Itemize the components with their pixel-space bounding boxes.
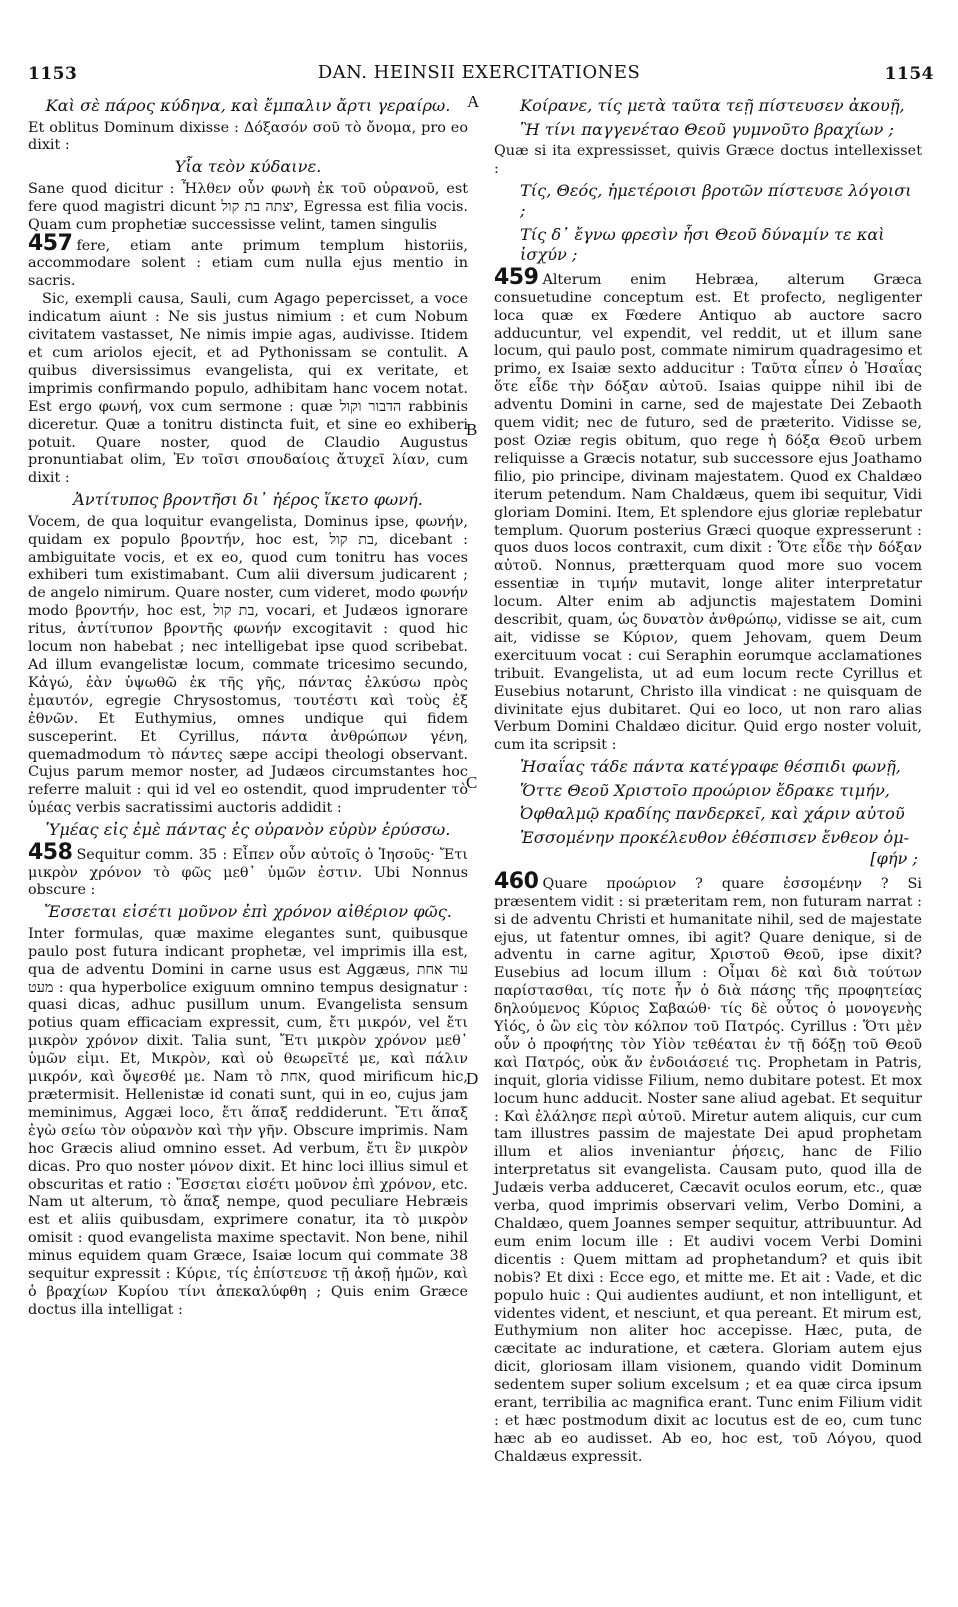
verse-line: Υἷα τεὸν κύδαινε.: [174, 157, 322, 177]
paragraph: Sic, exempli causa, Sauli, cum Agago pepercisset, a voce indicatum aiunt : Ne sis justus nimium : et cum Nobum civitatem vastasset, Ne nimis impie agas, audivisse. Itidem et cum ariolos ejecit, et ad Pythonissam se contulit. A quibus diversissimus evangelista, qui ex veritate, et imprimis confirmando populo, adhibitam hanc vocem notat. Est ergo φωνή, vox cum sermone : quæ הדבור וקול rabbinis diceretur. Quæ a tonitru distincta fuit, et sine eo exhiberi potuit. Quare noster, quod de Claudio Augustus pronuntiabat olim, Ἐν τοῖσι σπουδαίοις ἄτυχεῖ λίαν, cum dixit :: [28, 291, 468, 487]
running-title: DAN. HEINSII EXERCITATIONES: [317, 62, 641, 83]
verse-line: Ἐσσομένην προκέλευθον ἐθέσπισεν ἔνθεον ὀμ-: [520, 827, 910, 847]
paragraph: Inter formulas, quæ maxime elegantes sunt, quibusque paulo post futura indicant prophetæ, vel imprimis illa est, qua de adventu Domini in carne usus est Aggæus, עוד אחת מעט : qua hyperbolice exiguum omnino tempus designatur : quasi dicas, adhuc pusillum unum. Evangelista sensum potius quam efficaciam expressit, cum, ἔτι μικρόν, vel ἔτι μικρὸν χρόνον dixit. Talia sunt, Ἔτι μικρὸν χρόνον μεθ᾽ ὑμῶν εἰμι. Et, Μικρὸν, καὶ οὐ θεωρεῖτέ με, καὶ πάλιν μικρόν, καὶ ὄψεσθέ με. Nam τὸ אחת, quod mirificum hic, prætermisit. Hellenistæ id conati sunt, qui in eo, cujus jam meminimus, Aggæi loco, ἔτι ἅπαξ reddiderunt. Ἔτι ἅπαξ ἐγὼ σείω τὸν οὐρανὸν καὶ τὴν γῆν. Obscure imprimis. Nam hoc Græcis aliud omnino esset. Ad verbum, ἔτι ἓν μικρὸν dicas. Pro quo noster μόνον dixit. Et hinc loci illius simul et obscuritas et ratio : Ἔσσεται εἰσέτι μοῦνον ἐπὶ χρόνον, etc. Nam ut alterum, τὸ ἅπαξ nempe, quod peculiare Hebræis est et aliis quibusdam, exprimere conatur, ita τὸ μικρὸν omisit : quod evangelista maxime spectavit. Non bene, nihil minus equidem quam Græce, Isaiæ locum qui commate 38 sequitur expressit : Κύριε, τίς ἐπίστευσε τῇ ἀκοῇ ἡμῶν, καὶ ὁ βραχίων Κυρίου τίνι ἀπεκαλύφθη ; Quis enim Græce doctus illa intelligat :: [28, 925, 468, 1318]
page-header: [0, 0, 958, 100]
numbered-paragraph: [494, 264, 922, 755]
numbered-paragraph: [28, 839, 468, 901]
left-column: [28, 94, 468, 1320]
paragraph: Sane quod dicitur : Ἦλθεν οὖν φωνὴ ἐκ τοῦ οὐρανοῦ, est fere quod magistri dicunt יצתה בת קול, Egressa est filia vocis. Quam cum prophetiæ successisse velint, tamen singulis: [28, 180, 469, 233]
verse-line: Ἔσσεται εἰσέτι μοῦνον ἐπὶ χρόνον αἰθέριον φῶς.: [44, 902, 452, 922]
page-number-right: 1154: [884, 64, 934, 84]
numbered-paragraph: [494, 868, 922, 1467]
page-number-left: 1153: [28, 64, 78, 84]
verse-line: Ὑμέας εἰς ἐμὲ πάντας ἐς οὐρανὸν εὐρὺν ἐρύσσω.: [45, 820, 451, 840]
verse-line: Ἀντίτυπος βροντῆσι δι᾽ ἠέρος ἵκετο φωνή.: [73, 490, 423, 510]
verse-line: Ὀφθαλμῷ κραδίης πανδερκεῖ, καὶ χάριν αὐτοῦ: [520, 804, 905, 824]
verse-line: Τίς, Θεός, ἡμετέροισι βροτῶν πίστευσε λόγοισι ;: [520, 180, 912, 221]
paragraph: Quæ si ita expressisset, quivis Græce doctus intellexisset :: [494, 143, 922, 177]
margin-letter-b: B: [466, 420, 478, 439]
section-number: 457: [28, 230, 73, 256]
paragraph-text: Quare προώριον ? quare ἐσσομένην ? Si præsentem vidit : si præteritam rem, non futuram narrat : si de adventu Christi et humanitate nihil, sed de majestate ejus, ut fatentur omnes, ibi agit? Quare denique, si de adventu in carne agitur, Χριστοῦ Θεοῦ, ipse dixit? Eusebius ad locum illum : Οἶμαι δὲ καὶ διὰ τούτων παρίστασθαι, τίς ποτε ἦν ὁ διὰ πάσης τῆς προφητείας δηλούμενος Κύριος Σαβαώθ· τίς δὲ οὗτος ὁ μονογενὴς Υἱός, ὁ ὢν εἰς τὸν κόλπον τοῦ Πατρός. Cyrillus : Ὅτι μὲν οὖν ὁ προφήτης τὸν Υἱὸν τεθέαται ἐν τῇ δόξῃ τοῦ Θεοῦ καὶ Πατρός, οὐκ ἄν ἐνδοιάσειέ τις. Prophetam in Patris, inquit, gloria vidisse Filium, nemo dubitare potest. Et mox locum hunc adducit. Noster sane aliud agebat. Et sequitur : Καὶ ἐλάλησε περὶ αὐτοῦ. Miretur autem aliquis, cur cum tam illustres passim de majestate Dei apud prophetam illum et alios inveniantur ῥήσεις, hanc de Filio interpretatus sit evangelista. Causam puto, quod illa de Judæis verba adduceret, Cæcavit oculos eorum, etc., quæ verba, quod imprimis observari velim, Verbo Domini, a Chaldæo, quem Joannes semper sequitur, attribuuntur. Ad eum enim locum ille : Et audivi vocem Verbi Domini dicentis : Quem mittam ad prophetandum? et quis ibit nobis? Et dixi : Ecce ego, et mitte me. Et ait : Vade, et dic populo huic : Qui audientes audiunt, et non intelligunt, et videntes vident, et nesciunt, et qua pereant. Et mirum est, Euthymium non aliter hoc accepisse. Hæc, puta, de cæcitate ac induratione, et cætera. Gloriam autem ejus dicit, gloriosam illam visionem, quando vidit Dominum sedentem super solium excelsum ; et ea quæ circa ipsum erant, terribilia ac magnifica erant. Tunc enim Filium vidit : et hæc postmodum dixit ac locutus est de eo, cum tunc hæc ab eo audisset. Ab eo, hoc est, τοῦ Λόγου, quod Chaldæus expressit.: [494, 875, 922, 1465]
paragraph: Vocem, de qua loquitur evangelista, Dominus ipse, φωνήν, quidam ex populo βροντήν, hoc est, בת קול, dicebant : ambiguitate vocis, et ex eo, quod cum tonitru has voces exhiberi tum existimabant. Cum alii diversum judicarent ; de angelo nimirum. Quare noster, cum videret, modo φωνήν modo βροντήν, hoc est, בת קול, vocari, et Judæos ignorare ritus, ἀντίτυπον βροντῆς φωνήν excogitavit : quod hic locum non habebat ; nec intelligebat ipse quod scribebat. Ad illum evangelistæ locum, commate tricesimo secundo, Κἀγώ, ἐὰν ὑψωθῶ ἐκ τῆς γῆς, πάντας ἑλκύσω πρὸς ἐμαυτόν, egregie Chrysostomus, τουτέστι καὶ τοὺς ἐξ ἐθνῶν. Et Euthymius, omnes undique qui fidem susceperint. Et Cyrillus, πάντα ἀνθρώπων γένη, quemadmodum τὸ πάντες sæpe accipi theologi observant. Cujus parum memor noster, ad Judæos circumstantes hoc referre maluit : qui id vel eo ostendit, quod imprudenter τὸ ὑμέας verbis sacratissimi auctoris addidit :: [28, 513, 468, 817]
verse-line: Ὅττε Θεοῦ Χριστοῖο προώριον ἔδρακε τιμήν,: [520, 780, 890, 800]
verse-line: Ἠσαΐας τάδε πάντα κατέγραφε θέσπιδι φωνῇ,: [520, 757, 901, 777]
paragraph-text: Alterum enim Hebræa, alterum Græca consuetudine conceptum est. Et profecto, negligenter loca quæ ex Fœdere Antiquo ab auctore sacro adducuntur, vel expendit, vel reddit, ut et illum sane locum, qui paulo post, commate nimirum quadragesimo et primo, ex Isaiæ sexto adducitur : Ταῦτα εἶπεν ὁ Ἠσαΐας ὅτε εἶδε τὴν δόξαν αὐτοῦ. Isaias quippe nihil ibi de adventu Domini in carne, sed de majestate Dei Zebaoth quem vidit; nec de futuro, sed de præterito. Vidisse se, post Oziæ regis obitum, quo rege ἡ δόξα Θεοῦ urbem reliquisse a Græcis notatur, sub successore ejus Joathamo filio, pio principe, divinam majestatem. Quod ex Chaldæo iterum petendum. Nam Chaldæus, quem ibi sequitur, Vidi gloriam Domini. Item, Et splendore ejus gloriæ replebatur templum. Quorum posterius Græci quoque expresserunt : quos duos locos contraxit, cum dixit : Ὅτε εἶδε τὴν δόξαν αὐτοῦ. Nonnus, prætterquam quod more suo vocem essentiæ in τιμήν mutavit, longe aliter interpretatur locum. Alter enim ab adjunctis majestatem Domini describit, quam, ὡς δυνατὸν ἀνθρώπῳ, vidisse se ait, cum ait, vidisse se Κύριον, quem Jehovam, quem Deum exercituum vocat : cui Seraphin eorumque acclamationes tribuit. Evangelista, ut ad eum locum recte Cyrillus et Eusebius notarunt, Christo illa vindicat : ne quisquam de divinitate ejus dubitaret. Qui eo loco, ut non raro alias Verbum Domini Chaldæo dicitur. Quid ergo noster voluit, cum ita scripsit :: [494, 271, 922, 754]
paragraph: Et oblitus Dominum dixisse : Δόξασόν σοῦ τὸ ὄνομα, pro eo dixit :: [28, 119, 468, 154]
verse-line: Καὶ σὲ πάρος κύδηνα, καὶ ἔμπαλιν ἄρτι γεραίρω.: [45, 96, 451, 115]
margin-letter-d: D: [466, 1069, 479, 1088]
section-number: 458: [28, 839, 73, 865]
margin-letter-a: A: [467, 92, 480, 111]
section-number: 460: [494, 868, 539, 894]
verse-line: Τίς δ᾽ ἔγνω φρεσὶν ἧσι Θεοῦ δύναμίν τε καὶ ἰσχύν ;: [520, 224, 885, 265]
margin-letter-c: C: [466, 773, 478, 792]
verse-line: Ἢ τίνι παγγενέταο Θεοῦ γυμνοῦτο βραχίων ;: [520, 119, 894, 139]
paragraph-text: Sequitur comm. 35 : Εἶπεν οὖν αὐτοῖς ὁ Ἰησοῦς· Ἔτι μικρὸν χρόνον τὸ φῶς μεθ᾽ ὑμῶν ἐστιν. Ubi Nonnus obscure :: [28, 846, 468, 899]
verse-line: Κοίρανε, τίς μετὰ ταῦτα τεῇ πίστευσεν ἀκουῇ,: [520, 96, 905, 115]
right-column: [494, 94, 922, 1467]
section-number: 459: [494, 264, 539, 290]
verse-line: [φήν ;: [870, 849, 918, 869]
paragraph-text: fere, etiam ante primum templum historiis, accommodare solent : etiam cum nulla ejus mentio in sacris.: [28, 237, 468, 290]
numbered-paragraph: [28, 230, 468, 292]
